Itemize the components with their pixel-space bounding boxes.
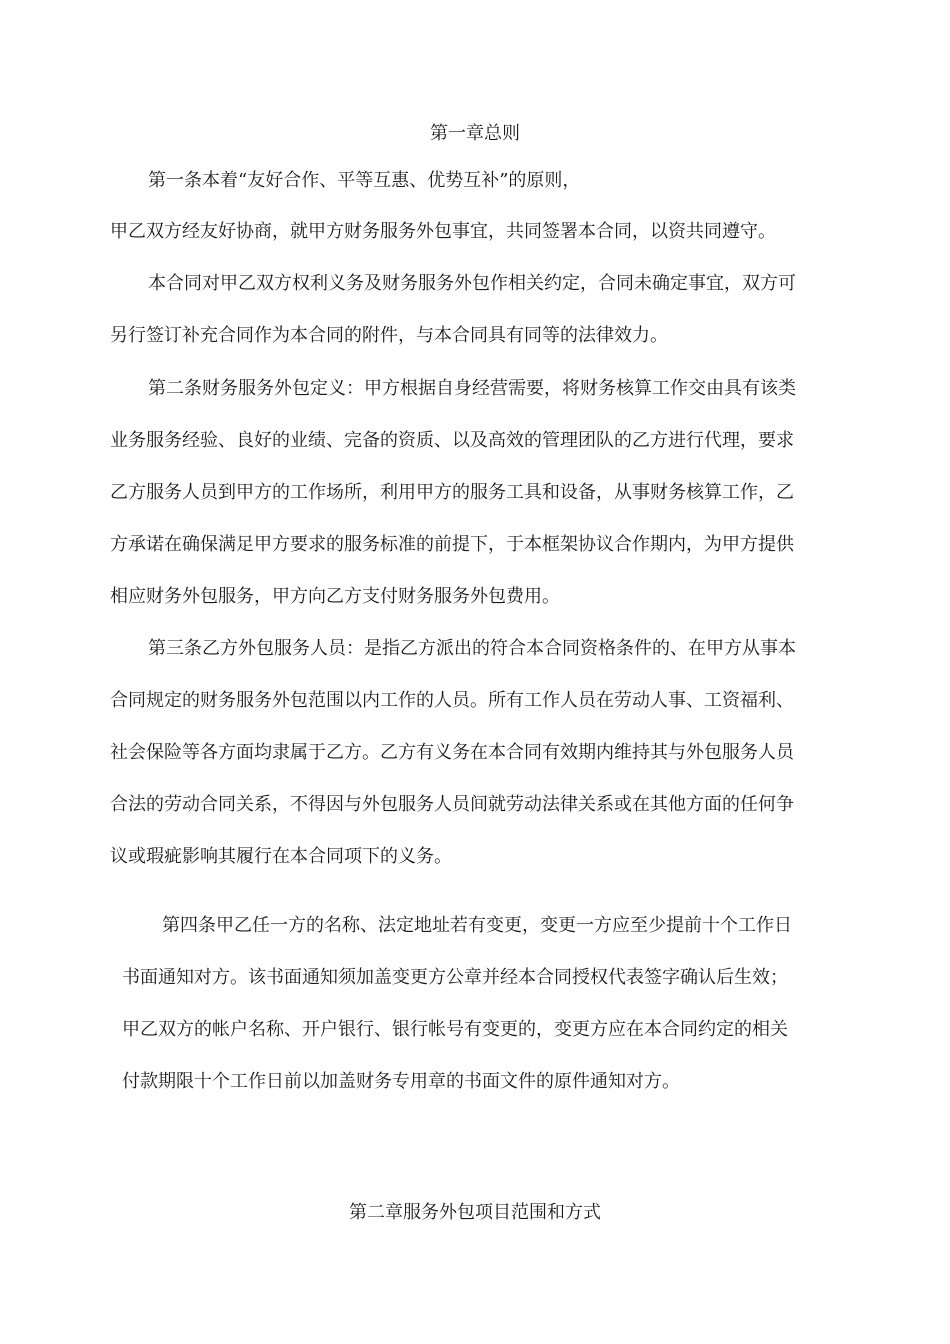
article-4-line-3: 甲乙双方的帐户名称、开户银行、银行帐号有变更的，变更方应在本合同约定的相关 [122,1019,788,1040]
article-4-line-4: 付款期限十个工作日前以加盖财务专用章的书面文件的原件通知对方。 [122,1071,680,1092]
article-2-line-4: 方承诺在确保满足甲方要求的服务标准的前提下，于本框架协议合作期内，为甲方提供 [110,534,794,555]
article-3-line-1: 第三条乙方外包服务人员：是指乙方派出的符合本合同资格条件的、在甲方从事本 [148,638,796,659]
article-1-line-2: 甲乙双方经友好协商，就甲方财务服务外包事宜，共同签署本合同，以资共同遵守。 [110,221,776,242]
article-1-para-2-line-1: 本合同对甲乙双方权利义务及财务服务外包作相关约定，合同未确定事宜，双方可 [148,273,796,294]
article-3-line-4: 合法的劳动合同关系，不得因与外包服务人员间就劳动法律关系或在其他方面的任何争 [110,794,794,815]
article-2-line-2: 业务服务经验、良好的业绩、完备的资质、以及高效的管理团队的乙方进行代理，要求 [110,430,794,451]
article-2-line-1: 第二条财务服务外包定义：甲方根据自身经营需要，将财务核算工作交由具有该类 [148,378,796,399]
chapter-1-title: 第一章总则 [430,123,520,144]
article-3-line-3: 社会保险等各方面均隶属于乙方。乙方有义务在本合同有效期内维持其与外包服务人员 [110,742,794,763]
chapter-2-title: 第二章服务外包项目范围和方式 [349,1202,601,1223]
article-3-line-2: 合同规定的财务服务外包范围以内工作的人员。所有工作人员在劳动人事、工资福利、 [110,690,794,711]
article-4-line-2: 书面通知对方。该书面通知须加盖变更方公章并经本合同授权代表签字确认后生效； [122,967,788,988]
article-2-line-5: 相应财务外包服务，甲方向乙方支付财务服务外包费用。 [110,586,560,607]
article-4-line-1: 第四条甲乙任一方的名称、法定地址若有变更，变更一方应至少提前十个工作日 [162,915,792,936]
article-2-line-3: 乙方服务人员到甲方的工作场所，利用甲方的服务工具和设备，从事财务核算工作，乙 [110,482,794,503]
article-1-line-1: 第一条本着“友好合作、平等互惠、优势互补”的原则， [148,170,581,191]
article-3-line-5: 议或瑕疵影响其履行在本合同项下的义务。 [110,846,452,867]
article-1-para-2-line-2: 另行签订补充合同作为本合同的附件，与本合同具有同等的法律效力。 [110,325,668,346]
